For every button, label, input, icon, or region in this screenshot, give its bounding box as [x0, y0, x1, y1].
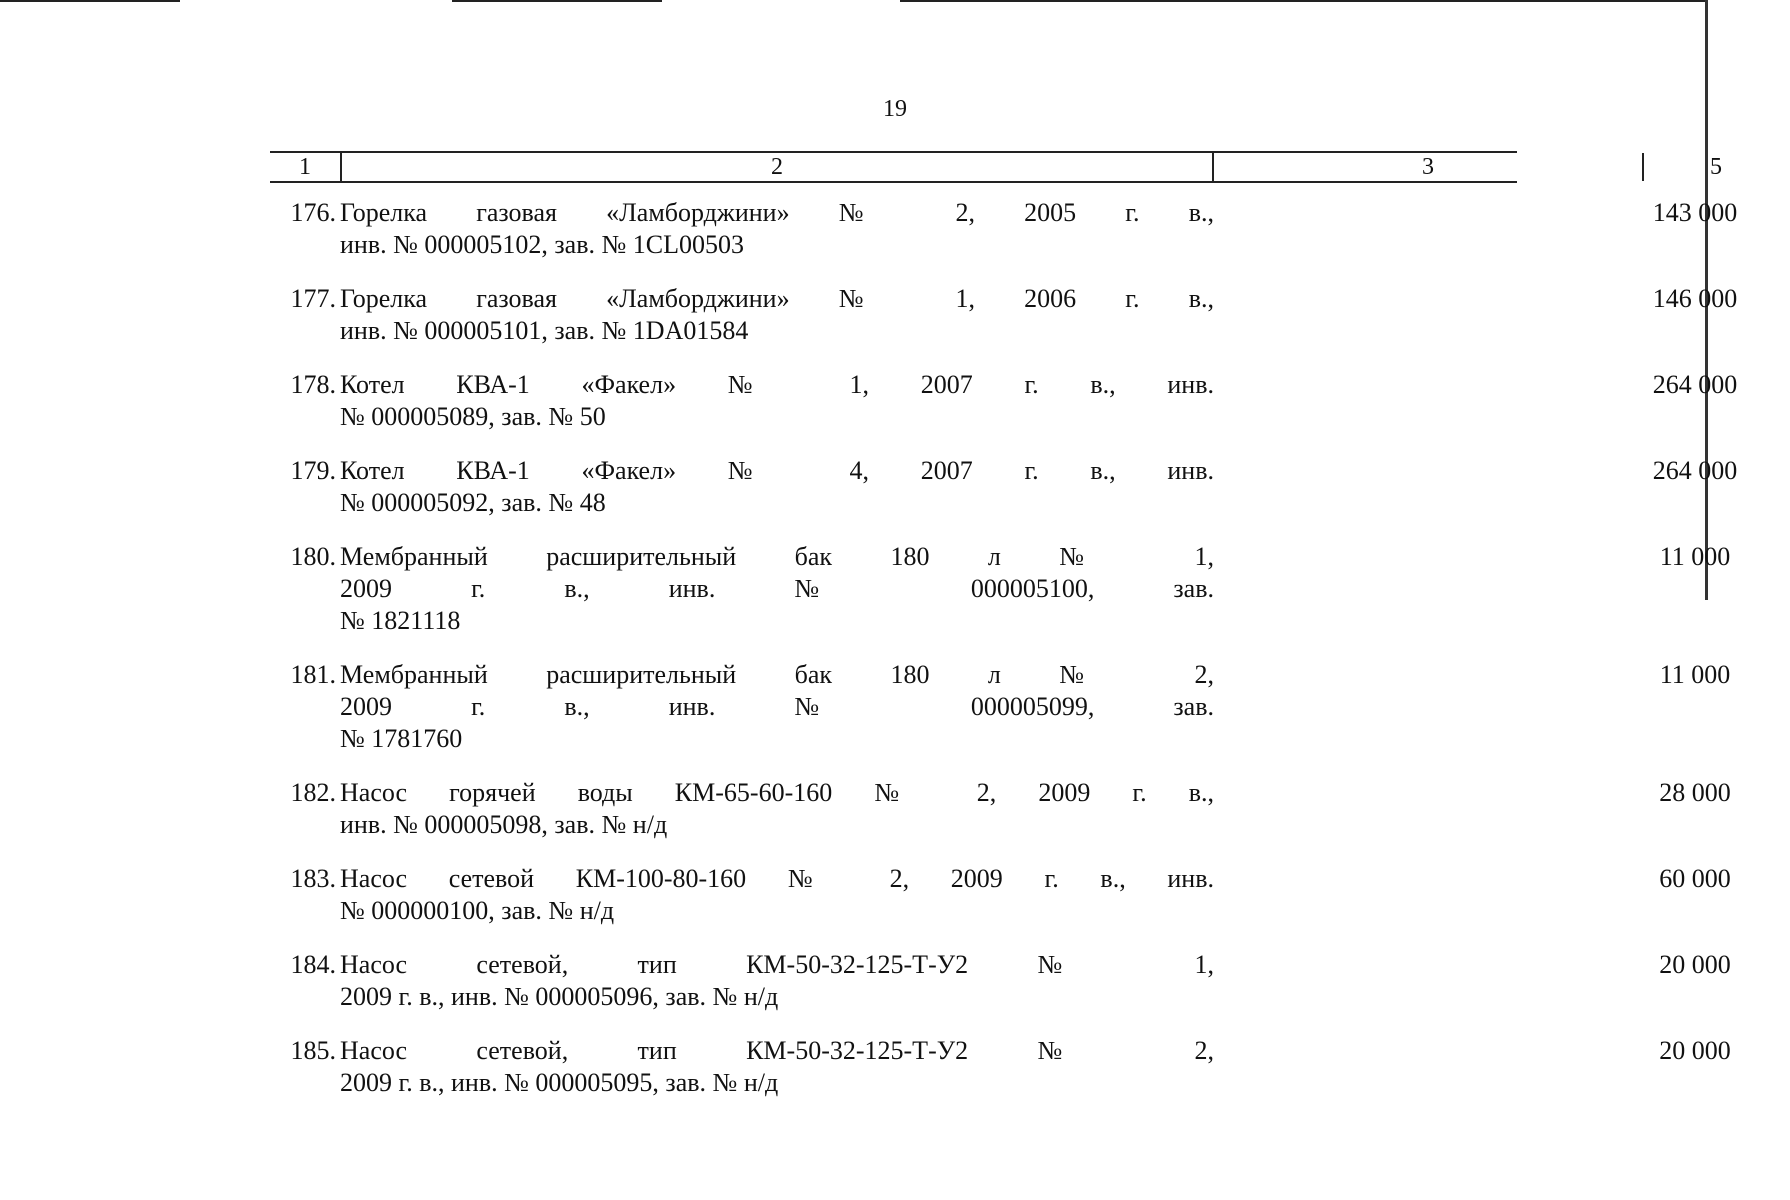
table-row — [270, 659, 1731, 755]
row-description-line: Насос сетевой, тип КМ-50-32-125-Т-У2 № 2, — [340, 1036, 1214, 1065]
table-row — [270, 197, 1738, 261]
table-header — [270, 151, 1722, 183]
scan-edge-line — [0, 0, 180, 2]
row-number: 181. — [290, 660, 336, 689]
row-description-line: № 1821118 — [340, 606, 461, 635]
row-description-line: 2009 г. в., инв. № 000005099, зав. — [340, 692, 1214, 721]
row-number: 177. — [290, 284, 336, 313]
row-description-line: № 000000100, зав. № н/д — [340, 896, 615, 925]
header-col-1: 1 — [270, 153, 342, 181]
header-col-5: 5 — [1710, 153, 1722, 180]
row-description — [340, 863, 1214, 927]
table-row — [270, 949, 1731, 1013]
table-row — [270, 541, 1731, 637]
row-description — [340, 455, 1214, 519]
row-description-line: Насос сетевой, тип КМ-50-32-125-Т-У2 № 1, — [340, 950, 1214, 979]
table-row — [270, 777, 1731, 841]
row-value: 60 000 — [1659, 864, 1731, 893]
page-number: 19 — [883, 96, 907, 122]
row-description — [340, 1035, 1214, 1099]
row-value: 20 000 — [1659, 1036, 1731, 1065]
row-number: 183. — [290, 864, 336, 893]
row-value: 20 000 — [1659, 950, 1731, 979]
row-description — [340, 283, 1214, 347]
row-number: 182. — [290, 778, 336, 807]
row-number: 179. — [290, 456, 336, 485]
table-row — [270, 369, 1738, 433]
row-description-line: 2009 г. в., инв. № 000005095, зав. № н/д — [340, 1068, 779, 1097]
row-number: 180. — [290, 542, 336, 571]
row-description-line: Мембранный расширительный бак 180 л № 1, — [340, 542, 1214, 571]
row-description — [340, 949, 1214, 1013]
row-value: 264 000 — [1652, 370, 1738, 399]
row-description-line: 2009 г. в., инв. № 000005100, зав. — [340, 574, 1214, 603]
row-description-line: Котел КВА-1 «Факел» № 1, 2007 г. в., инв. — [340, 370, 1214, 399]
row-description — [340, 197, 1214, 261]
row-description-line: № 000005092, зав. № 48 — [340, 488, 606, 517]
row-description-line: инв. № 000005102, зав. № 1CL00503 — [340, 230, 745, 259]
row-description-line: 2009 г. в., инв. № 000005096, зав. № н/д — [340, 982, 779, 1011]
row-value: 146 000 — [1652, 284, 1738, 313]
header-col-3: 3 — [1214, 153, 1644, 181]
row-value: 143 000 — [1652, 198, 1738, 227]
row-number: 184. — [290, 950, 336, 979]
row-description-line: Насос горячей воды КМ-65-60-160 № 2, 2009 г. в., — [340, 778, 1214, 807]
row-description — [340, 777, 1214, 841]
header-col-2: 2 — [342, 153, 1214, 181]
row-number: 185. — [290, 1036, 336, 1065]
table-row — [270, 863, 1731, 927]
row-number: 176. — [290, 198, 336, 227]
table-row — [270, 1035, 1731, 1099]
table-body — [270, 197, 1738, 1121]
table-row — [270, 283, 1738, 347]
row-description — [340, 541, 1214, 637]
row-description — [340, 369, 1214, 433]
row-description-line: инв. № 000005098, зав. № н/д — [340, 810, 668, 839]
row-value: 11 000 — [1659, 660, 1731, 689]
row-description-line: № 1781760 — [340, 724, 463, 753]
scan-edge-line — [452, 0, 662, 2]
row-value: 28 000 — [1659, 778, 1731, 807]
row-description — [340, 659, 1214, 755]
row-description-line: Насос сетевой КМ-100-80-160 № 2, 2009 г. в., инв. — [340, 864, 1214, 893]
scan-edge-line — [900, 0, 1706, 2]
row-description-line: № 000005089, зав. № 50 — [340, 402, 606, 431]
table-row — [270, 455, 1738, 519]
row-description-line: инв. № 000005101, зав. № 1DA01584 — [340, 316, 749, 345]
row-number: 178. — [290, 370, 336, 399]
row-value: 264 000 — [1652, 456, 1738, 485]
row-description-line: Горелка газовая «Ламборджини» № 1, 2006 г. в., — [340, 284, 1214, 313]
row-description-line: Горелка газовая «Ламборджини» № 2, 2005 г. в., — [340, 198, 1214, 227]
row-description-line: Мембранный расширительный бак 180 л № 2, — [340, 660, 1214, 689]
row-value: 11 000 — [1659, 542, 1731, 571]
row-description-line: Котел КВА-1 «Факел» № 4, 2007 г. в., инв. — [340, 456, 1214, 485]
